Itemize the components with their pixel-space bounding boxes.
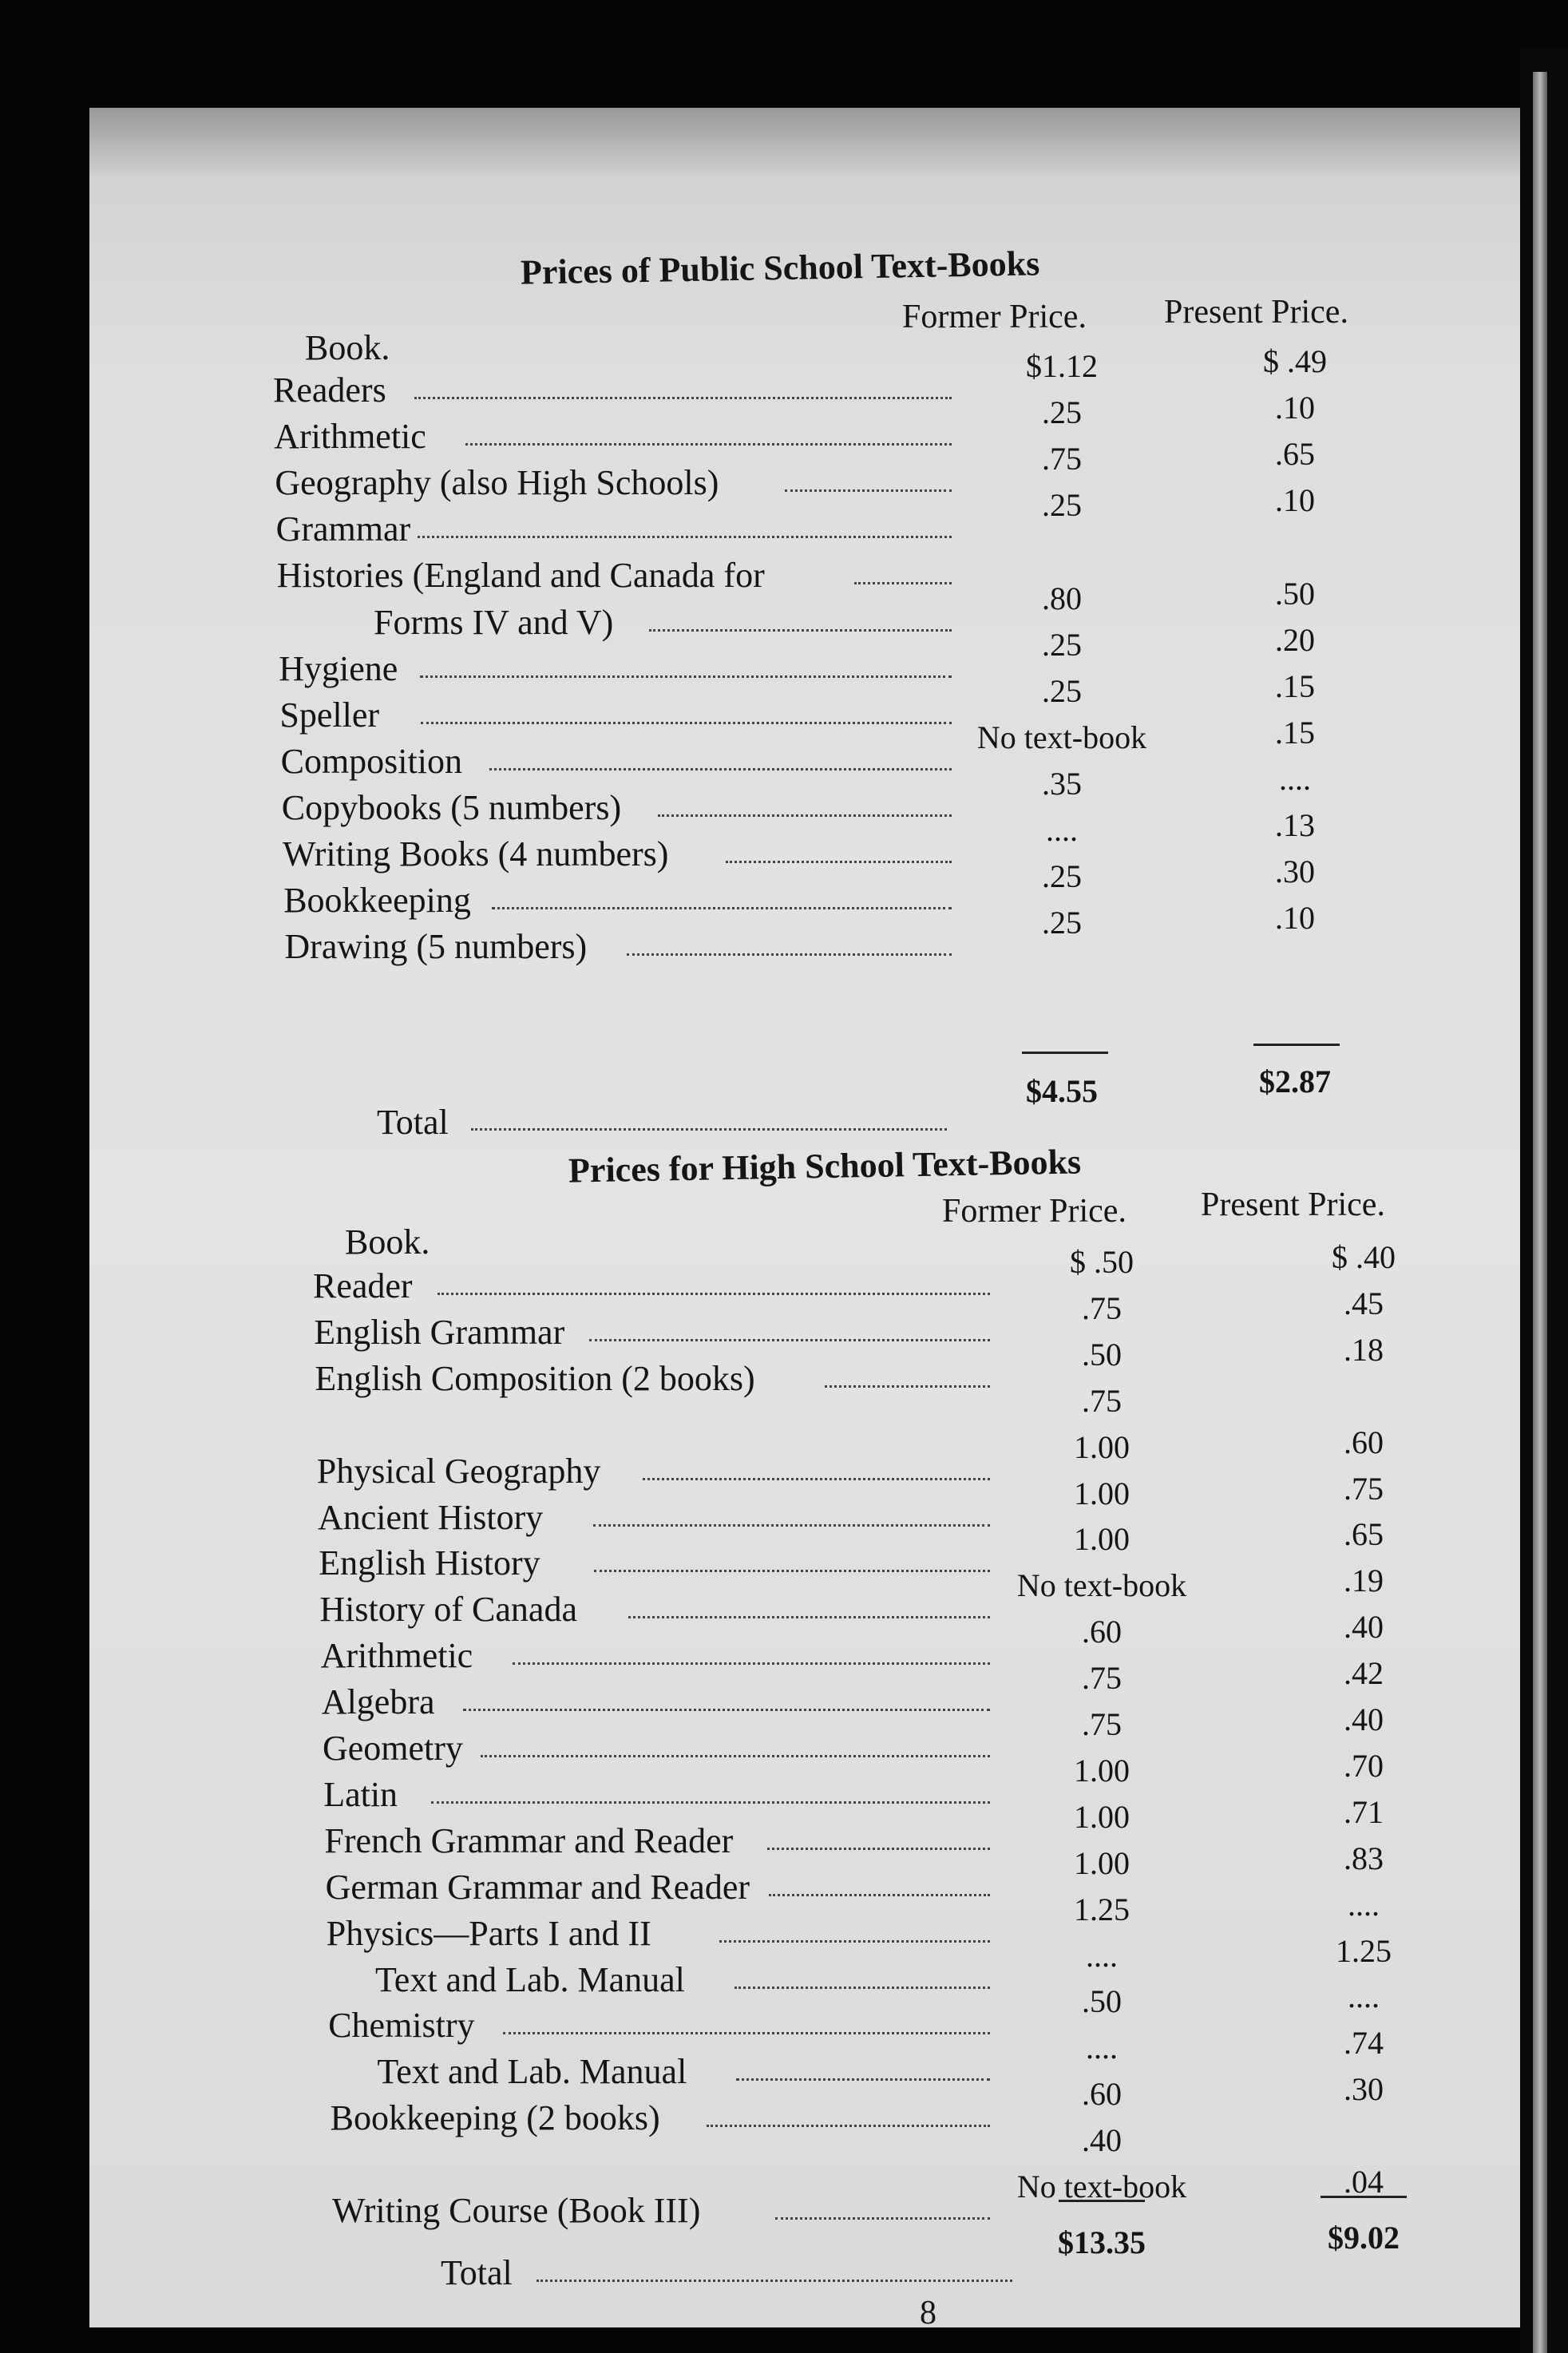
high-item-former-price: ....: [1086, 1937, 1118, 1974]
public-item-leader: [489, 768, 952, 770]
high-item-name: Writing Course (Book III): [332, 2191, 701, 2230]
public-col-present: Present Price.: [1164, 294, 1348, 331]
high-col-former: Former Price.: [942, 1193, 1127, 1230]
public-item-leader: [726, 861, 952, 863]
public-item-former-price: $1.12: [1026, 348, 1098, 384]
high-total-rule-former: [1059, 2200, 1145, 2202]
high-item-leader: [431, 1801, 990, 1804]
public-item-former-price: .25: [1042, 626, 1082, 663]
public-item-present-price: .30: [1275, 854, 1315, 890]
high-item-former-price: .60: [1082, 1614, 1122, 1650]
public-item-name: Speller: [279, 695, 380, 735]
public-item-name: Geography (also High Schools): [275, 463, 719, 503]
page-number: 8: [920, 2295, 936, 2327]
public-item-former-price: .25: [1042, 905, 1082, 941]
high-item-present-price: .71: [1344, 1793, 1384, 1830]
high-item-leader: [589, 1339, 990, 1341]
high-item-present-price: .70: [1344, 1747, 1384, 1784]
high-total-label: Total: [441, 2253, 513, 2292]
high-item-name: Ancient History: [318, 1497, 544, 1537]
high-book-label: Book.: [345, 1222, 430, 1262]
high-item-leader: [513, 1662, 990, 1665]
high-item-leader: [719, 1940, 990, 1943]
public-item-leader: [421, 722, 952, 724]
high-total-rule-present: [1321, 2196, 1407, 2198]
high-item-leader: [767, 1848, 990, 1850]
high-item-former-price: No text-book: [1016, 1567, 1187, 1604]
high-item-name: Reader: [313, 1266, 413, 1305]
public-col-former: Former Price.: [902, 299, 1087, 335]
high-item-leader: [463, 1709, 990, 1711]
public-item-present-price: $ .49: [1263, 343, 1327, 379]
public-book-label: Book.: [305, 328, 390, 367]
high-item-name: Latin: [323, 1774, 398, 1814]
high-item-present-price: .45: [1344, 1285, 1384, 1321]
high-item-name: German Grammar and Reader: [325, 1867, 750, 1907]
high-item-former-price: 1.00: [1074, 1752, 1130, 1789]
public-item-present-price: ....: [1279, 760, 1311, 797]
high-item-name: Bookkeeping (2 books): [330, 2098, 660, 2138]
public-item-former-price: No text-book: [976, 719, 1147, 755]
high-item-name: French Grammar and Reader: [324, 1820, 734, 1860]
high-item-present-price: .74: [1344, 2025, 1384, 2062]
public-item-former-price: .75: [1042, 441, 1082, 477]
public-item-name: Arithmetic: [274, 417, 426, 457]
high-item-present-price: .30: [1344, 2071, 1384, 2108]
high-item-former-price: .50: [1082, 1983, 1122, 2020]
high-item-present-price: .40: [1344, 1609, 1384, 1646]
high-item-name: Text and Lab. Manual: [377, 2052, 687, 2092]
public-total-label: Total: [377, 1103, 449, 1142]
high-item-leader: [643, 1478, 990, 1480]
public-item-present-price: .50: [1275, 575, 1315, 612]
high-item-former-price: .60: [1082, 2076, 1122, 2113]
public-item-former-price: ....: [1046, 812, 1078, 848]
high-item-present-price: .04: [1344, 2164, 1384, 2200]
public-item-leader: [414, 397, 952, 399]
high-item-present-price: $ .40: [1332, 1239, 1396, 1275]
high-item-former-price: 1.00: [1074, 1798, 1130, 1835]
high-item-leader: [593, 1524, 990, 1527]
public-total-present: $2.87: [1259, 1064, 1331, 1099]
public-item-former-price: .25: [1042, 394, 1082, 431]
public-item-present-price: .10: [1275, 900, 1315, 937]
high-item-former-price: 1.00: [1074, 1521, 1130, 1558]
high-item-former-price: .40: [1082, 2122, 1122, 2159]
public-item-name: Writing Books (4 numbers): [283, 834, 669, 873]
public-item-name: Hygiene: [279, 648, 398, 688]
public-total-rule-former: [1022, 1052, 1108, 1054]
public-item-present-price: .10: [1275, 390, 1315, 426]
high-item-leader: [503, 2032, 990, 2034]
public-item-name: Bookkeeping: [283, 881, 471, 921]
public-item-leader: [854, 582, 952, 584]
high-item-name: Physics—Parts I and II: [326, 1913, 651, 1953]
high-item-former-price: $ .50: [1070, 1244, 1134, 1280]
public-item-name: Copybooks (5 numbers): [281, 787, 622, 827]
high-item-present-price: ....: [1348, 1979, 1380, 2015]
high-item-former-price: 1.00: [1074, 1475, 1130, 1511]
public-total-rule-present: [1253, 1044, 1340, 1046]
high-total-former: $13.35: [1058, 2224, 1146, 2260]
high-item-present-price: .60: [1344, 1424, 1384, 1460]
high-item-former-price: .75: [1082, 1706, 1122, 1742]
high-item-former-price: .75: [1082, 1660, 1122, 1697]
high-item-leader: [707, 2125, 990, 2127]
high-item-present-price: .75: [1344, 1470, 1384, 1507]
high-school-title: Prices for High School Text-Books: [568, 1142, 1082, 1190]
public-total-leader: [471, 1128, 947, 1131]
high-item-name: Physical Geography: [316, 1451, 601, 1491]
high-item-leader: [594, 1570, 990, 1572]
high-item-former-price: .50: [1082, 1336, 1122, 1373]
high-item-former-price: 1.00: [1074, 1844, 1130, 1881]
public-item-present-price: .15: [1275, 714, 1315, 751]
public-item-former-price: .35: [1042, 765, 1082, 802]
high-item-name: Chemistry: [328, 2006, 475, 2046]
public-item-name: Histories (England and Canada for: [276, 556, 765, 596]
high-item-former-price: .75: [1082, 1289, 1122, 1326]
public-item-leader: [492, 907, 952, 909]
high-item-name: Algebra: [321, 1682, 435, 1722]
public-item-leader: [465, 443, 952, 446]
high-item-leader: [735, 1987, 990, 1989]
high-item-leader: [628, 1616, 990, 1618]
public-item-present-price: .20: [1275, 621, 1315, 658]
public-item-name: Composition: [280, 741, 462, 781]
public-item-former-price: .80: [1042, 580, 1082, 616]
high-item-name: English Composition (2 books): [315, 1358, 755, 1398]
public-item-former-price: .25: [1042, 487, 1082, 524]
adjacent-page-edge: [1533, 72, 1547, 2353]
public-item-former-price: .25: [1042, 672, 1082, 709]
high-item-former-price: ....: [1086, 2030, 1118, 2066]
public-item-name: Forms IV and V): [374, 602, 614, 642]
high-item-present-price: 1.25: [1336, 1932, 1392, 1969]
high-item-name: Arithmetic: [320, 1636, 473, 1676]
high-item-present-price: .18: [1344, 1331, 1384, 1368]
high-item-former-price: 1.25: [1074, 1891, 1130, 1927]
document-page: [89, 108, 1520, 2327]
high-item-name: History of Canada: [319, 1590, 577, 1630]
high-col-present: Present Price.: [1201, 1186, 1385, 1223]
high-item-present-price: .42: [1344, 1655, 1384, 1692]
high-item-leader: [825, 1385, 990, 1388]
high-item-present-price: .19: [1344, 1563, 1384, 1599]
public-item-leader: [658, 814, 952, 817]
high-item-leader: [438, 1293, 990, 1295]
public-item-present-price: .13: [1275, 807, 1315, 843]
public-item-present-price: .65: [1275, 436, 1315, 473]
public-item-leader: [649, 629, 952, 632]
public-item-leader: [627, 953, 952, 956]
high-item-former-price: 1.00: [1074, 1428, 1130, 1465]
high-item-name: Text and Lab. Manual: [375, 1959, 685, 1999]
high-total-present: $9.02: [1328, 2220, 1400, 2256]
high-item-present-price: .65: [1344, 1516, 1384, 1553]
high-item-present-price: ....: [1348, 1886, 1380, 1923]
public-item-name: Readers: [273, 370, 386, 410]
high-item-leader: [775, 2217, 990, 2220]
public-item-leader: [418, 536, 952, 538]
high-item-leader: [769, 1894, 990, 1896]
public-item-name: Drawing (5 numbers): [284, 927, 588, 967]
public-school-title: Prices of Public School Text-Books: [520, 244, 1040, 292]
public-item-leader: [785, 489, 952, 492]
high-item-present-price: .83: [1344, 1840, 1384, 1876]
high-item-name: Geometry: [323, 1729, 463, 1768]
high-item-leader: [736, 2078, 990, 2081]
public-total-former: $4.55: [1026, 1073, 1098, 1109]
public-item-present-price: .15: [1275, 667, 1315, 704]
high-item-name: English History: [319, 1543, 540, 1583]
high-item-leader: [481, 1755, 990, 1757]
high-item-present-price: .40: [1344, 1701, 1384, 1737]
public-item-leader: [420, 675, 952, 678]
high-total-leader: [537, 2280, 1012, 2282]
public-item-name: Grammar: [275, 509, 411, 549]
public-item-present-price: .10: [1275, 482, 1315, 519]
high-item-former-price: No text-book: [1016, 2169, 1187, 2204]
high-item-name: English Grammar: [314, 1312, 565, 1352]
public-item-former-price: .25: [1042, 858, 1082, 895]
high-item-former-price: .75: [1082, 1382, 1122, 1419]
